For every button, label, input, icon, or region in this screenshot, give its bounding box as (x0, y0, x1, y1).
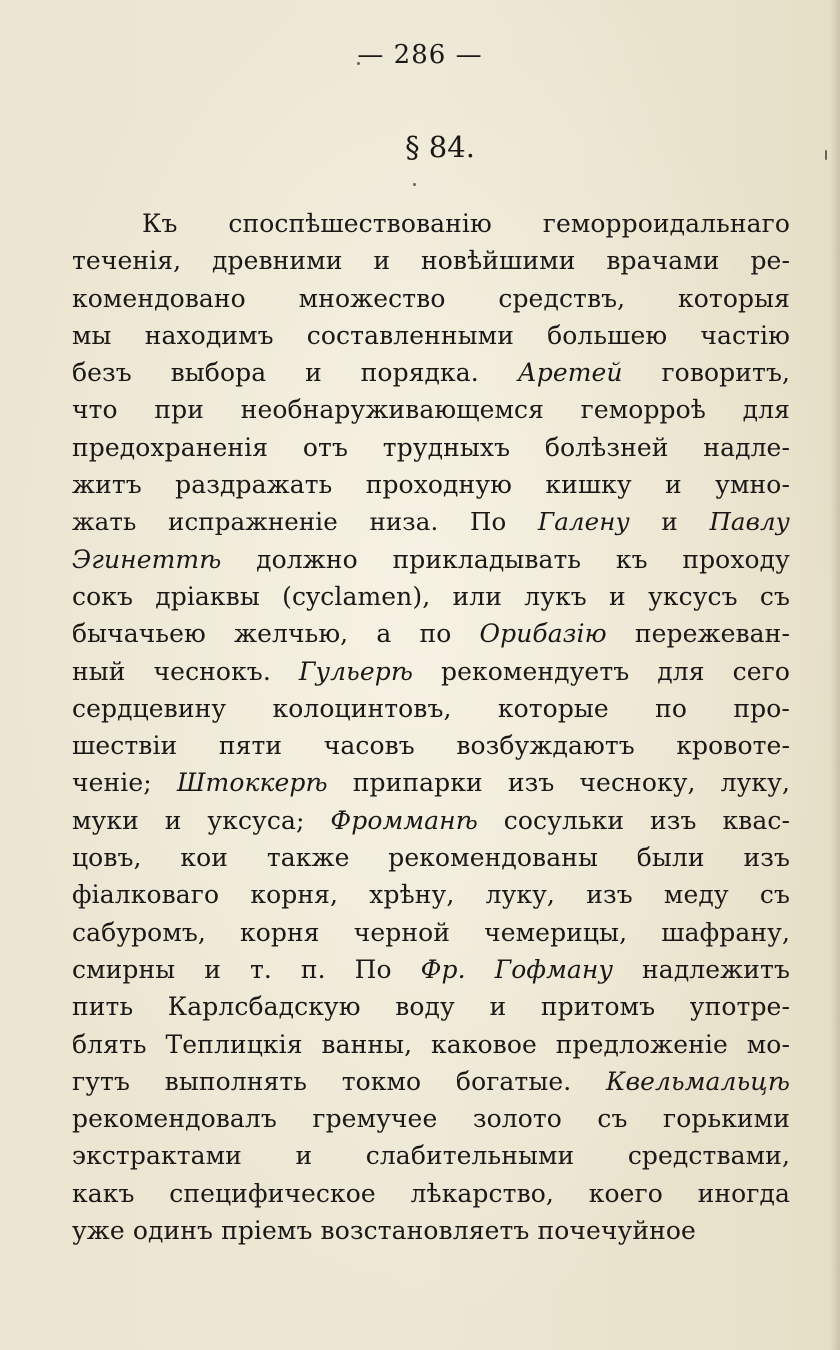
text-line (72, 1175, 790, 1212)
text-line (72, 914, 790, 951)
text-line (72, 615, 790, 652)
text-segment: сокъ дріаквы (cyclamen), или лукъ и уксусъ съ (72, 581, 790, 611)
text-line (72, 354, 790, 391)
print-speck (413, 183, 416, 186)
text-segment: экстрактами и слабительными средствами, (72, 1141, 790, 1171)
text-line (72, 1026, 790, 1063)
text-line (72, 988, 790, 1025)
text-segment: надлежитъ (613, 954, 790, 984)
text-segment: пить Карлсбадскую воду и притомъ употре- (72, 992, 790, 1022)
text-line (72, 205, 790, 242)
text-segment: уже одинъ пріемъ возстановляетъ почечуйное (72, 1216, 696, 1246)
text-line (72, 578, 790, 615)
page-number: — 286 — (357, 40, 483, 70)
text-line (72, 429, 790, 466)
text-segment: муки и уксуса; (72, 805, 331, 835)
text-line (72, 839, 790, 876)
text-line (72, 317, 790, 354)
text-line (72, 1100, 790, 1137)
text-line (72, 1137, 790, 1174)
text-line (72, 690, 790, 727)
text-segment: что при необнаруживающемся геморроѣ для (72, 395, 790, 425)
italic-name: Квельмальцѣ (606, 1066, 790, 1096)
text-segment: комендовано множество средствъ, которыя (72, 283, 790, 313)
text-segment: бычачьею желчью, а по (72, 619, 480, 649)
text-segment: Къ споспѣшествованію геморроидальнаго (142, 209, 790, 238)
text-segment: пережеван- (606, 619, 790, 649)
text-line (72, 802, 790, 839)
text-line (72, 876, 790, 913)
text-line (72, 503, 790, 540)
text-segment: мы находимъ составленными большею частію (72, 320, 790, 350)
italic-name: Павлу (709, 507, 790, 537)
text-line (72, 280, 790, 317)
body-paragraph (72, 205, 790, 1249)
text-segment: припарки изъ чесноку, луку, (327, 768, 790, 798)
text-line (72, 764, 790, 801)
text-segment: предохраненія отъ трудныхъ болѣзней надле- (72, 432, 790, 462)
text-line (72, 951, 790, 988)
italic-name: Аретей (517, 358, 623, 388)
text-line (72, 541, 790, 578)
text-segment: должно прикладывать къ проходу (221, 544, 790, 574)
text-segment: сосульки изъ квас- (477, 805, 790, 835)
italic-name: Гульерѣ (298, 656, 414, 686)
text-segment: сабуромъ, корня черной чемерицы, шафрану, (72, 917, 790, 947)
text-line (72, 391, 790, 428)
text-segment: сердцевину колоцинтовъ, которые по про- (72, 693, 790, 723)
italic-name: Штоккерѣ (176, 768, 328, 798)
page-edge-shadow (830, 0, 840, 1350)
text-line (72, 1063, 790, 1100)
text-segment: жать испражненіе низа. По (72, 507, 538, 537)
text-segment: и (629, 507, 710, 537)
section-heading: § 84. (405, 130, 475, 164)
text-segment: шествіи пяти часовъ возбуждаютъ кровотe- (72, 731, 790, 761)
text-segment: говоритъ, (622, 358, 790, 388)
text-segment: блять Теплицкія ванны, каковое предложеніе мо- (72, 1029, 790, 1059)
text-line (72, 653, 790, 690)
text-segment: ный чеснокъ. (72, 656, 299, 686)
text-segment: ченіе; (72, 768, 177, 798)
text-segment: какъ специфическое лѣкарство, коего иногда (72, 1178, 790, 1208)
text-segment: безъ выбора и порядка. (72, 358, 518, 388)
italic-name: Фр. Гофману (420, 954, 614, 984)
italic-name: Галену (537, 507, 630, 537)
text-line (72, 727, 790, 764)
text-segment: теченія, древними и новѣйшими врачами ре- (72, 246, 790, 276)
text-line (72, 466, 790, 503)
text-segment: смирны и т. п. По (72, 954, 421, 984)
italic-name: Эгинеттѣ (72, 544, 222, 574)
text-line (72, 242, 790, 279)
italic-name: Фромманѣ (330, 805, 478, 835)
text-segment: цовъ, кои также рекомендованы были изъ (72, 843, 790, 873)
text-segment: гутъ выполнять токмо богатые. (72, 1066, 606, 1096)
text-line (72, 1212, 790, 1249)
text-segment: фіалковаго корня, хрѣну, луку, изъ меду съ (72, 880, 790, 910)
text-segment: рекомендуетъ для сего (413, 656, 790, 686)
text-segment: житъ раздражать проходную кишку и умно- (72, 470, 790, 500)
italic-name: Орибазію (479, 619, 607, 649)
text-segment: рекомендовалъ гремучее золото съ горькими (72, 1104, 790, 1134)
